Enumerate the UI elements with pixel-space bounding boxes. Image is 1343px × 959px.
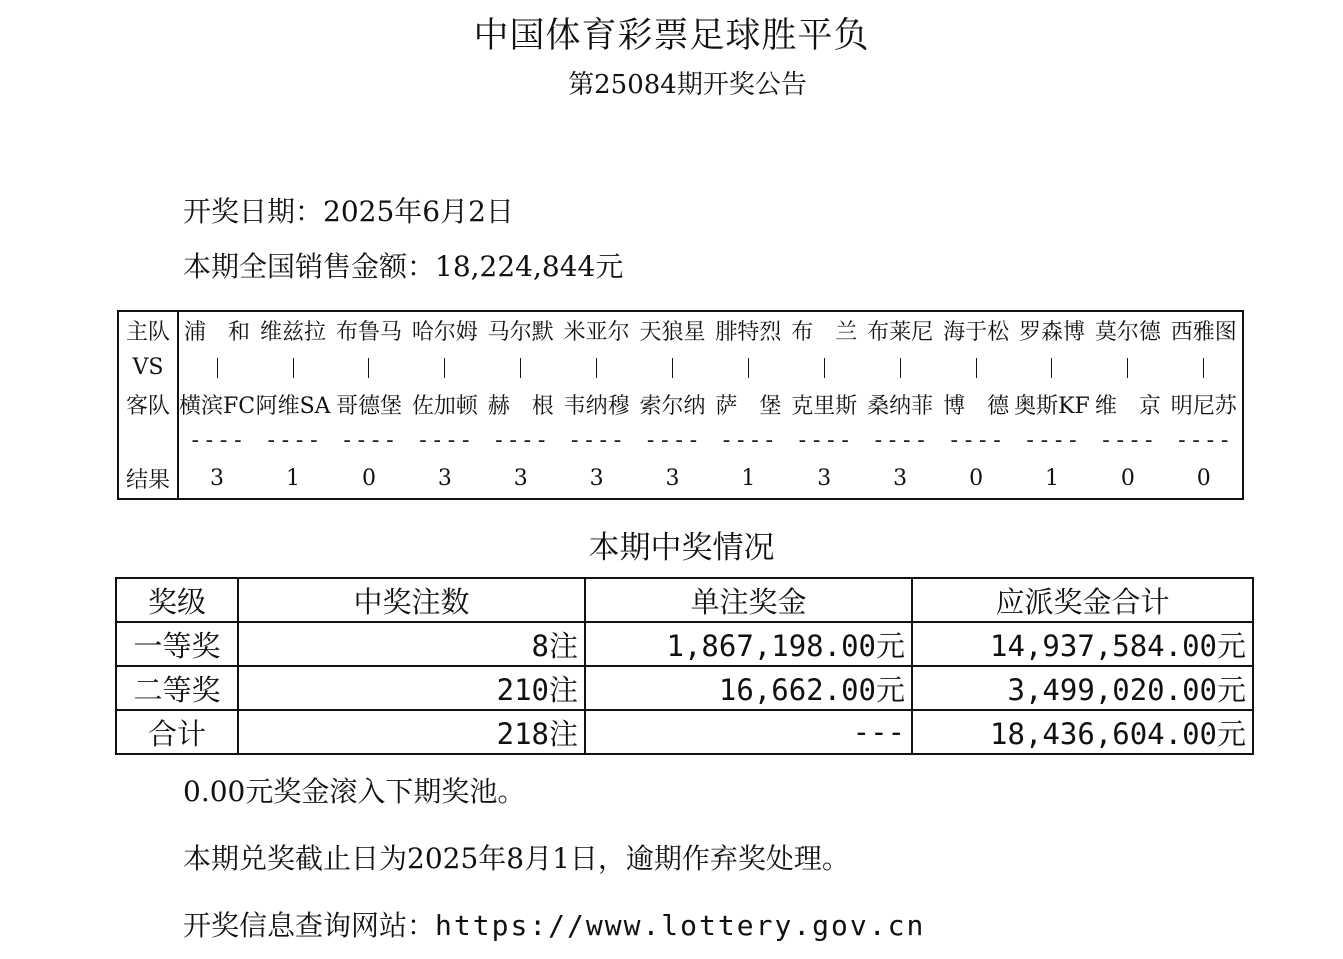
vs-bar-mark [444,358,445,378]
match-result: 0 [969,465,984,491]
separator-dashes: ---- [644,427,701,453]
prize-header-row [116,578,1253,622]
separator-dashes: ---- [340,427,398,453]
prize-table [115,577,1254,755]
home-team-name: 西雅图 [1170,319,1237,345]
separator-dashes: ---- [795,427,853,453]
home-team-name: 哈尔姆 [411,319,478,345]
match-result: 0 [1196,465,1211,491]
header-level: 奖级 [116,578,238,622]
vs-bar-mark [368,358,369,378]
vs-bar-mark [596,358,597,378]
result-label: 结果 [118,458,178,499]
separator-row [118,422,1243,458]
vs-divider [559,348,635,386]
website-label: 开奖信息查询网站： [183,909,436,942]
sales-amount-value: 18,224,844元 [435,250,624,283]
away-team-name: 阿维SA [255,393,331,419]
single-prize: 1,867,198.00元 [585,622,912,666]
away-team-name: 博 德 [943,393,1010,419]
separator-dashes: ---- [947,427,1005,453]
header-single-prize: 单注奖金 [585,578,912,622]
vs-divider [1090,348,1166,386]
away-team-name: 奥斯KF [1014,393,1090,419]
away-team-name: 明尼苏 [1170,393,1237,419]
vs-divider [407,348,483,386]
vs-bar-mark [520,358,521,378]
separator-label-cell [118,422,178,458]
away-team-name: 索尔纳 [639,393,706,419]
match-result: 1 [741,465,756,491]
winner-count: 8注 [238,622,585,666]
home-team-name: 米亚尔 [563,319,630,345]
home-team-name: 马尔默 [487,319,554,345]
match-result: 3 [513,465,528,491]
away-team-name: 克里斯 [791,393,858,419]
vs-divider [635,348,711,386]
separator-dashes: ---- [416,427,474,453]
vs-divider [255,348,331,386]
match-results-table [117,310,1244,500]
match-result: 3 [893,465,908,491]
vs-divider [178,348,255,386]
prize-row-first [116,622,1253,666]
vs-bar-mark [1203,358,1204,378]
match-result: 0 [1120,465,1135,491]
vs-bar-mark [748,358,749,378]
away-team-name: 韦纳穆 [563,393,630,419]
home-team-name: 罗森博 [1018,319,1085,345]
vs-divider [1014,348,1090,386]
away-team-name: 横滨FC [179,393,256,419]
announcement-title: 中国体育彩票足球胜平负 [473,16,870,56]
sales-amount-label: 本期全国销售金额： [183,250,436,283]
vs-label: VS [118,348,178,386]
total-prize: 14,937,584.00元 [912,622,1253,666]
deadline-note: 本期兑奖截止日为2025年8月1日，逾期作弃奖处理。 [183,842,850,875]
match-result: 1 [286,465,301,491]
away-team-name: 桑纳菲 [867,393,934,419]
total-prize: 3,499,020.00元 [912,666,1253,710]
match-result: 3 [665,465,680,491]
header-count: 中奖注数 [238,578,585,622]
away-team-row [118,386,1243,422]
vs-divider [1166,348,1243,386]
home-team-row [118,311,1243,348]
vs-bar-mark [1051,358,1052,378]
single-prize: --- [585,710,912,754]
separator-dashes: ---- [1023,427,1081,453]
total-prize: 18,436,604.00元 [912,710,1253,754]
home-team-name: 海于松 [943,319,1010,345]
separator-dashes: ---- [492,427,550,453]
home-team-name: 布 兰 [791,319,858,345]
home-team-name: 布莱尼 [867,319,934,345]
home-team-name: 维兹拉 [260,319,327,345]
match-result: 0 [361,465,376,491]
single-prize: 16,662.00元 [585,666,912,710]
vs-divider [331,348,407,386]
vs-divider [938,348,1014,386]
header-total-prize: 应派奖金合计 [912,578,1253,622]
draw-date-label: 开奖日期： [183,195,324,228]
separator-dashes: ---- [188,427,246,453]
match-result: 3 [437,465,452,491]
away-team-name: 佐加顿 [411,393,478,419]
vs-bar-mark [824,358,825,378]
prize-section-title: 本期中奖情况 [588,530,775,566]
away-team-name: 维 京 [1094,393,1161,419]
home-team-name: 浦 和 [184,319,251,345]
separator-dashes: ---- [568,427,626,453]
sales-amount-line [183,245,623,285]
website-link[interactable]: https://www.lottery.gov.cn [435,909,926,942]
prize-row-second [116,666,1253,710]
vs-divider [862,348,938,386]
separator-dashes: ---- [1099,427,1157,453]
vs-bar-mark [672,358,673,378]
away-team-label: 客队 [118,386,178,422]
vs-bar-mark [900,358,901,378]
away-team-name: 哥德堡 [335,393,402,419]
home-team-name: 布鲁马 [335,319,402,345]
match-result: 3 [589,465,604,491]
separator-dashes: ---- [1175,427,1233,453]
separator-dashes: ---- [264,427,322,453]
home-team-name: 天狼星 [639,319,706,345]
winner-count: 218注 [238,710,585,754]
home-team-name: 腓特烈 [715,319,782,345]
home-team-name: 莫尔德 [1094,319,1161,345]
draw-date-line [183,190,514,230]
home-team-label: 主队 [118,311,178,348]
separator-dashes: ---- [719,427,777,453]
issue-subtitle: 第25084期开奖公告 [568,70,807,100]
separator-dashes: ---- [871,427,929,453]
vs-divider [710,348,786,386]
vs-divider [786,348,862,386]
website-note [183,904,925,944]
match-result: 3 [210,465,225,491]
away-team-name: 赫 根 [487,393,554,419]
vs-bar-mark [217,358,218,378]
prize-row-total [116,710,1253,754]
vs-bar-mark [293,358,294,378]
prize-level: 合计 [116,710,238,754]
match-result: 1 [1044,465,1059,491]
result-row [118,458,1243,499]
vs-row [118,348,1243,386]
vs-bar-mark [1127,358,1128,378]
draw-date-value: 2025年6月2日 [323,195,514,228]
rollover-note: 0.00元奖金滚入下期奖池。 [183,775,526,808]
vs-divider [483,348,559,386]
away-team-name: 萨 堡 [715,393,782,419]
winner-count: 210注 [238,666,585,710]
prize-level: 二等奖 [116,666,238,710]
match-result: 3 [817,465,832,491]
vs-bar-mark [976,358,977,378]
prize-level: 一等奖 [116,622,238,666]
